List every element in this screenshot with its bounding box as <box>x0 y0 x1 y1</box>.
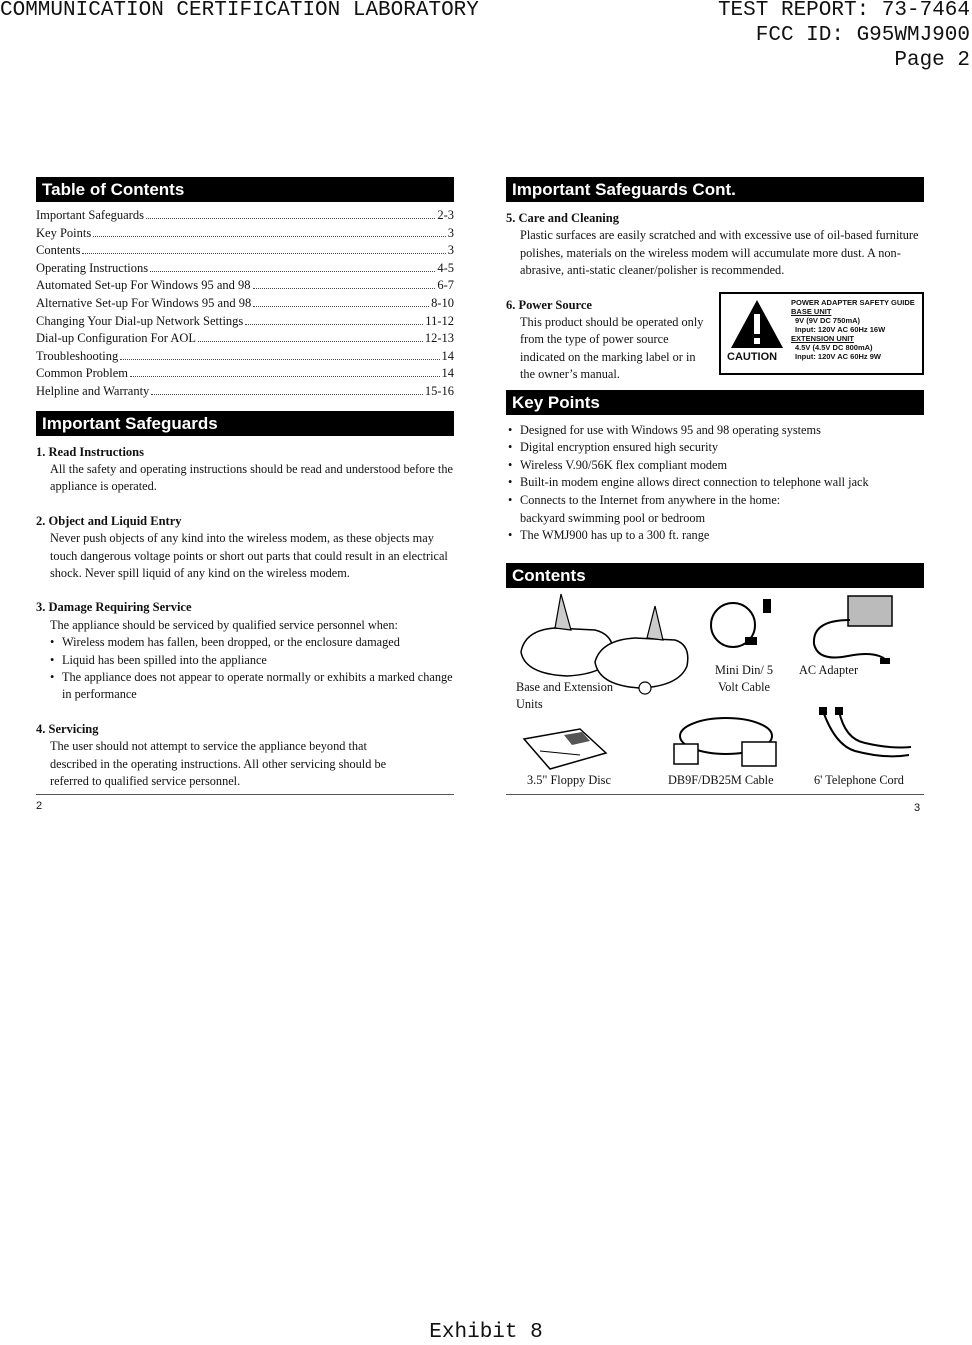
list-item: • Wireless V.90/56K flex compliant modem <box>506 457 924 475</box>
left-page-rule <box>36 794 454 795</box>
base-unit-heading: BASE UNIT <box>791 307 832 316</box>
mini-din-cable-illustration <box>705 595 785 655</box>
section-text: Plastic surfaces are easily scratched and with excessive use of oil-based furniture polishes, materials on the wireless modem will accumulate more dust. A non-abrasive, anti-static cleaner/polisher is recommended. <box>520 228 919 278</box>
exhibit-label: Exhibit 8 <box>429 1321 543 1344</box>
list-item: • Liquid has been spilled into the appliance <box>50 652 454 669</box>
base-extension-units-caption: Base and Extension Units <box>516 680 613 711</box>
section-heading: 6. Power Source <box>506 297 592 312</box>
base-unit-input: Input: 120V AC 60Hz 16W <box>795 325 886 334</box>
safeguards-title: Important Safeguards <box>36 411 454 436</box>
section-heading: 2. Object and Liquid Entry <box>36 513 182 528</box>
caution-title: POWER ADAPTER SAFETY GUIDE <box>791 298 915 307</box>
right-page-rule <box>506 794 924 795</box>
warning-icon <box>729 298 785 350</box>
damage-list <box>36 634 454 704</box>
base-unit-output: 9V (9V DC 750mA) <box>795 316 861 325</box>
safeguard-power-source <box>506 297 706 384</box>
db-cable-illustration <box>666 712 786 774</box>
safeguard-damage-service <box>36 599 454 703</box>
section-text: All the safety and operating instructions should be read and understood before the appliance is operated. <box>50 461 453 494</box>
list-item: • The appliance does not appear to operate normally or exhibits a marked change in performance <box>50 669 454 704</box>
contents-title: Contents <box>506 563 924 588</box>
section-heading: 4. Servicing <box>36 721 99 736</box>
safeguards-cont-title: Important Safeguards Cont. <box>506 177 924 202</box>
list-item: • Built-in modem engine allows direct connection to telephone wall jack <box>506 474 924 492</box>
safeguard-read-instructions <box>36 444 454 496</box>
telephone-cord-illustration <box>815 705 915 771</box>
toc-title: Table of Contents <box>36 177 454 202</box>
toc-row: Alternative Set-up For Windows 95 and 98 8-10 <box>36 295 454 310</box>
left-page <box>36 177 454 790</box>
left-page-number: 2 <box>36 800 43 812</box>
list-item: • The WMJ900 has up to a 300 ft. range <box>506 527 924 545</box>
section-text: Never push objects of any kind into the wireless modem, as these objects may touch dangerous voltage points or short out parts that could result in an electrical shock. Never spill liquid of any kind on the wireless modem. <box>50 531 448 580</box>
extension-unit-heading: EXTENSION UNIT <box>791 334 854 343</box>
toc-row: Contents 3 <box>36 243 454 258</box>
db-cable-caption: DB9F/DB25M Cable <box>668 773 774 787</box>
ac-adapter-caption: AC Adapter <box>799 663 859 677</box>
report-header <box>718 0 970 73</box>
page-label: Page 2 <box>894 49 970 72</box>
safeguard-object-liquid <box>36 513 454 583</box>
floppy-disc-caption: 3.5" Floppy Disc <box>527 773 611 787</box>
section-heading: 3. Damage Requiring Service <box>36 600 192 615</box>
toc-row: Automated Set-up For Windows 95 and 98 6-7 <box>36 278 454 293</box>
section-text: The user should not attempt to service the appliance beyond that described in the operating instructions. All other servicing should be referred to qualified service personnel. <box>50 739 387 789</box>
section-heading: 5. Care and Cleaning <box>506 211 619 225</box>
extension-unit-input: Input: 120V AC 60Hz 9W <box>795 352 881 361</box>
section-text: The appliance should be serviced by qualified service personnel when: <box>50 617 398 632</box>
table-of-contents <box>36 208 454 402</box>
section-heading: 1. Read Instructions <box>36 444 144 459</box>
toc-row: Key Points 3 <box>36 225 454 240</box>
safeguard-care-cleaning <box>506 210 924 280</box>
list-item: • Connects to the Internet from anywhere in the home: backyard swimming pool or bedroom <box>506 492 924 527</box>
mini-din-caption: Mini Din/ 5 Volt Cable <box>714 663 774 694</box>
caution-word: CAUTION <box>727 351 778 363</box>
toc-row: Helpline and Warranty 15-16 <box>36 383 454 398</box>
toc-row: Dial-up Configuration For AOL 12-13 <box>36 331 454 346</box>
key-points-title: Key Points <box>506 390 924 415</box>
list-item: • Digital encryption ensured high security <box>506 439 924 457</box>
list-item: • Wireless modem has fallen, been dropped, or the enclosure damaged <box>50 634 454 651</box>
lab-name: COMMUNICATION CERTIFICATION LABORATORY <box>0 0 479 22</box>
ac-adapter-illustration <box>808 590 898 670</box>
toc-row: Operating Instructions 4-5 <box>36 260 454 275</box>
safeguard-servicing <box>36 721 454 791</box>
extension-unit-output: 4.5V (4.5V DC 800mA) <box>795 343 873 352</box>
toc-row: Common Problem 14 <box>36 366 454 381</box>
floppy-disc-illustration <box>520 725 610 775</box>
toc-row: Important Safeguards 2-3 <box>36 208 454 222</box>
telephone-cord-caption: 6' Telephone Cord <box>814 773 904 787</box>
section-text: This product should be operated only from the type of power source indicated on the marking label or in the owner’s manual. <box>520 315 704 382</box>
report-number: TEST REPORT: 73-7464 <box>717 0 970 22</box>
list-item: • Designed for use with Windows 95 and 98 operating systems <box>506 422 924 440</box>
toc-row: Troubleshooting 14 <box>36 348 454 363</box>
right-page-number: 3 <box>914 802 921 814</box>
toc-row: Changing Your Dial-up Network Settings 11-12 <box>36 313 454 328</box>
fcc-id: FCC ID: G95WMJ900 <box>755 24 970 47</box>
key-points-list <box>506 422 924 545</box>
caution-label <box>719 292 924 375</box>
